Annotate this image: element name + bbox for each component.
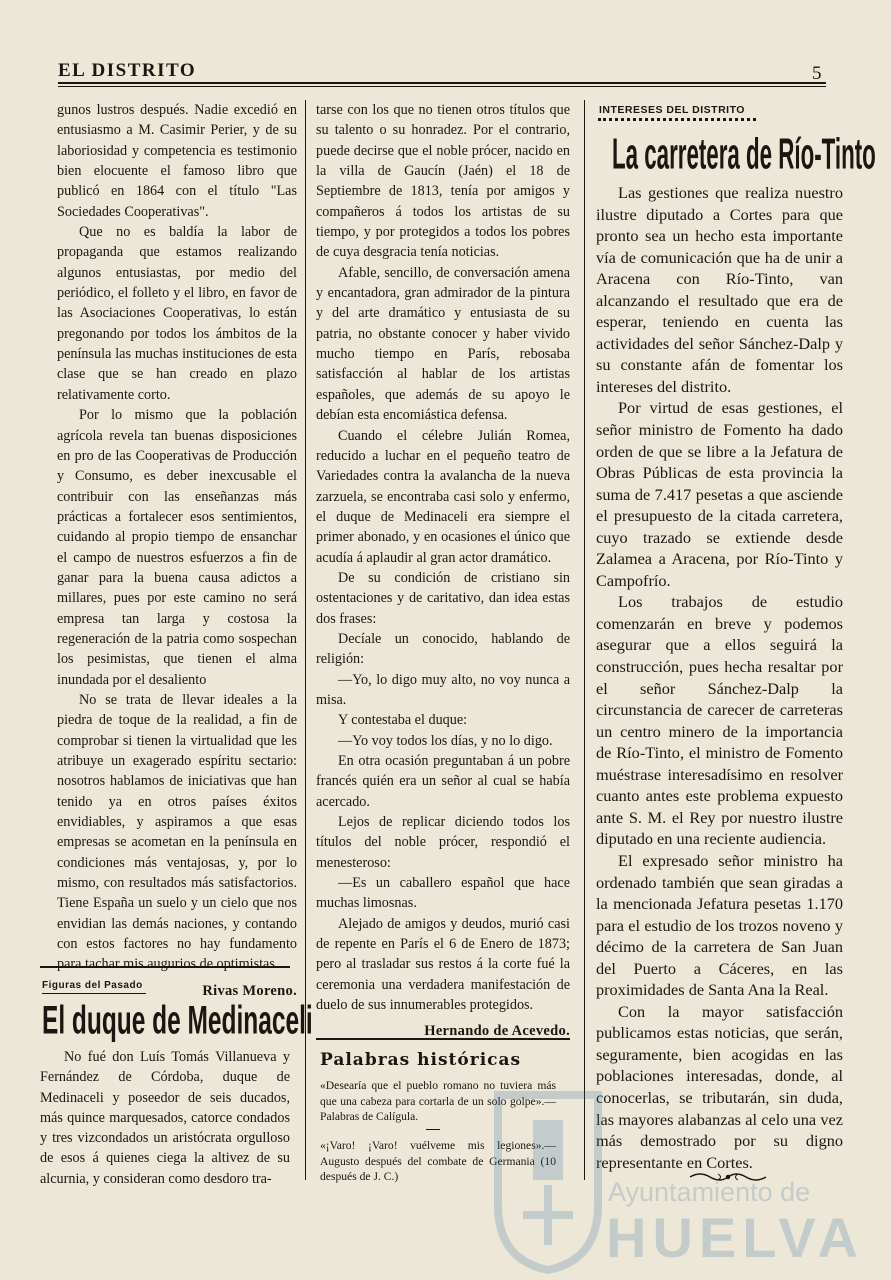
section-rule	[316, 1038, 570, 1040]
article-paragraph: gunos lustros después. Nadie excedió en entusiasmo a M. Casimir Perier, y de su laboriosidad y competencia es testimonio bien elocuente el famoso libro que publicó en 1864 con el título "Las Sociedades Cooperativas".	[57, 102, 297, 220]
article-paragraph: tarse con los que no tienen otros títulos que su talento o su honradez. Por el contrario, puede decirse que el noble prócer, nacido en la villa de Gaucín (Jaén) el 18 de Septiembre de 1813, tenía por amigos y compañeros á todos los artistas de su tiempo, y por protegidos a todos los pobres de cuya desgracia tenía noticias.	[316, 102, 570, 261]
article-paragraph: El expresado señor ministro ha ordenado también que sean giradas a la mencionada Jefatura pesetas 1.170 para el estudio de los trozos noveno y décimo de la carretera de San Juan del Puerto a Cáceres, en las proximidades de Santa Ana la Real.	[596, 850, 843, 1000]
article-paragraph: Afable, sencillo, de conversación amena y encantadora, gran admirador de la pintura y del arte dramático y entusiasta de su patria, no obstante conocer y haber vivido mucho tiempo en París, rebosaba satisfacción al hablar de los artistas españoles, que además de su apoyo le debían esta encomiástica defensa.	[316, 264, 570, 424]
section-label-intereses: INTERESES DEL DISTRITO	[599, 104, 745, 116]
section-label-underline	[42, 993, 146, 994]
ornament-icon	[688, 1170, 768, 1184]
article-paragraph: Decíale un conocido, hablando de religión:	[316, 630, 570, 668]
column-1	[57, 100, 297, 1001]
signature-rivas-moreno: Rivas Moreno.	[202, 982, 297, 999]
quote-augusto: «¡Varo! ¡Varo! vuélveme mis legiones».—Augusto después del combate de Germania (10 después de J. C.)	[320, 1139, 556, 1183]
signature-hernando-de-acevedo: Hernando de Acevedo.	[424, 1023, 570, 1040]
palabras-historicas-title: Palabras históricas	[320, 1050, 522, 1070]
column-3	[596, 182, 843, 1173]
section-rule	[40, 966, 290, 968]
header-rule	[58, 82, 826, 84]
watermark-line1: Ayuntamiento de	[608, 1177, 811, 1207]
newspaper-title: EL DISTRITO	[58, 60, 197, 81]
watermark-line2: HUELVA	[606, 1206, 864, 1269]
article-paragraph: Por lo mismo que la población agrícola revela tan buenas disposiciones en pro de las Cooperativas de Producción y Consumo, es deber inexcusable el contribuir con las enseñanzas más prácticas a fortalecer esos sentimientos, cuidando al propio tiempo de ensanchar el campo de nuestros esfuerzos a fin de ganar para la buena causa adictos a millares, pues por este camino no será empresa tan larga y costosa la regeneración de la patria como sospechan los pesimistas, que tienen el alma inundada por el desaliento	[57, 407, 297, 688]
article-paragraph: Con la mayor satisfacción publicamos estas noticias, que serán, seguramente, bien acogidas en las poblaciones interesadas, donde, al conocerlas, se tributarán, sin duda, las mayores alabanzas al celo una vez más demostrado por su digno representante en Cortes.	[596, 1001, 843, 1172]
article-paragraph: Cuando el célebre Julián Romea, reducido a luchar en el pequeño teatro de Variedades contra la avalancha de la nueva zarzuela, se encontraba casi solo y enfermo, el duque de Medinaceli era siempre el primer abonado, y en ocasiones el único que acudía á aplaudir al gran actor dramático.	[316, 427, 570, 566]
section-label-dotted-rule	[598, 118, 756, 121]
quote-caligula: «Desearía que el pueblo romano no tuviera más que una cabeza para cortarla de un solo golpe».—Palabras de Calígula.	[320, 1079, 556, 1123]
quote-separator	[426, 1129, 440, 1130]
column-divider	[305, 100, 306, 1180]
article-paragraph: —Es un caballero español que hace muchas limosnas.	[316, 875, 570, 912]
article-title-medinaceli: El duque de Medinaceli	[42, 998, 313, 1043]
article-paragraph: Los trabajos de estudio comenzarán en breve y podemos asegurar que a ellos seguirá la construcción, pues hecha resaltar por el señor Sánchez-Dalp la circunstancia de carecer de carreteras un centro minero de la importancia de Río-Tinto, el ministro de Fomento muéstrase interesadísimo en resolver cuanto antes este problema expuesto ante S. M. el Rey por nuestro ilustre diputado en una reciente audiencia.	[596, 592, 843, 849]
article-paragraph: Las gestiones que realiza nuestro ilustre diputado a Cortes para que pronto sea un hecho esta importante vía de comunicación que ha de unir a Aracena con Río-Tinto, van alcanzando el resultado que era de esperar, teniendo en cuenta las actividades del señor Sánchez-Dalp y su constante afán de fomentar los intereses del distrito.	[596, 183, 843, 396]
medinaceli-body	[40, 1047, 290, 1189]
article-paragraph: No se trata de llevar ideales a la piedra de toque de la realidad, a fin de comprobar si tienen la virtualidad que les atribuye un exagerado espíritu sectario: nosotros hablamos de iniciativas que han tenido ya en otros países éxitos envidiables, y aspiramos a que esas empresas se acometan en la península en condiciones más ventajosas, y, por lo mismo, con resultados más satisfactorios. Tiene España un suelo y un cielo que nos envidian las demás naciones, y contando con estos factores no hay fundamento para tachar mis augurios de optimistas.	[57, 691, 297, 973]
section-label-figuras: Figuras del Pasado	[42, 980, 143, 991]
article-paragraph: Y contestaba el duque:	[338, 712, 468, 729]
page-number: 5	[812, 63, 822, 84]
article-paragraph: —Yo, lo digo muy alto, no voy nunca a misa.	[316, 671, 570, 708]
column-2	[316, 100, 570, 1042]
article-paragraph: En otra ocasión preguntaban á un pobre francés quién era un señor al cual se había acercado.	[316, 753, 570, 810]
article-paragraph: No fué don Luís Tomás Villanueva y Fernández de Córdoba, duque de Medinaceli y poseedor de seis ducados, más quince marquesados, catorce condados y tres vizcondados un aristócrata orgulloso de esos á quienes ciega la altivez de su alcurnia, y consideran como desdoro tra-	[40, 1049, 290, 1187]
article-paragraph: —Yo voy todos los días, y no lo digo.	[338, 732, 553, 749]
article-paragraph: Lejos de replicar diciendo todos los títulos del noble prócer, respondió el menesteroso:	[316, 814, 570, 871]
article-paragraph: Alejado de amigos y deudos, murió casi de repente en París el 6 de Enero de 1873; pero al trasladar sus restos á la corte fué la ceremonia una verdadera manifestación de duelo de sus innumerables protegidos.	[316, 915, 570, 1014]
column-divider	[584, 100, 585, 1180]
article-title-rio-tinto: La carretera de Río-Tinto	[612, 128, 876, 179]
article-paragraph: Que no es baldía la labor de propaganda que estamos realizando algunos entusiastas, por medio del periódico, el folleto y el libro, en favor de las Asociaciones Cooperativas, lo están pregonando por todos los ámbitos de la península las muchas instituciones de esta clase que se han creado en plazo relativamente corto.	[57, 224, 297, 403]
article-paragraph: De su condición de cristiano sin ostentaciones y de caritativo, dan idea estas dos frases:	[316, 569, 570, 627]
article-paragraph: Por virtud de esas gestiones, el señor ministro de Fomento ha dado orden de que se libre a la Jefatura de Obras Públicas de esta provincia la suma de 7.417 pesetas a que asciende el presupuesto de la citada carretera, cuyo trazado se extiende desde Zalamea a Aracena, por Río-Tinto y Campofrío.	[596, 398, 843, 590]
header-rule-thin	[58, 86, 826, 87]
